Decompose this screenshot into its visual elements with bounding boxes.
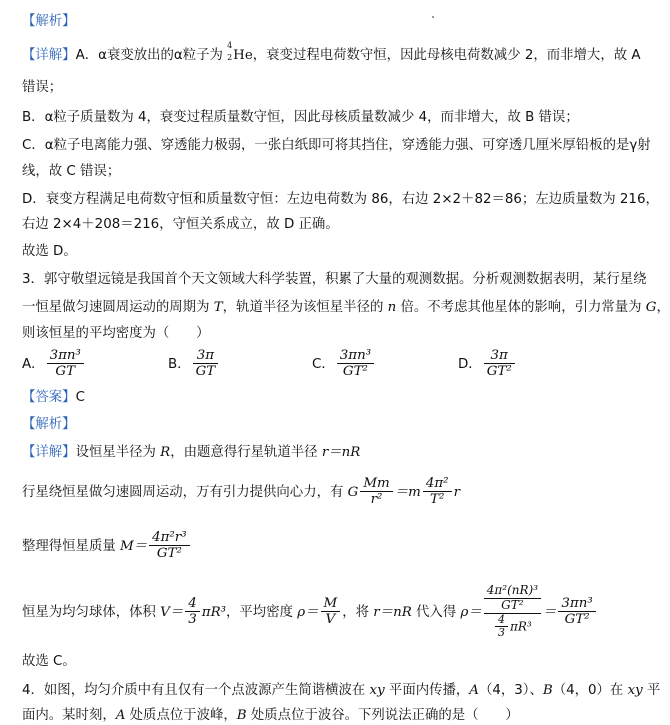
- option-d-text: D．衰变方程满足电荷数守恒和质量数守恒：左边电荷数为 86，右边 2×2＋82＝86；左边质量数为 216，: [22, 192, 659, 207]
- q2-conclusion: 故选 D。: [22, 244, 77, 259]
- option-d-cont: 右边 2×4＋208＝216，守恒关系成立，故 D 正确。: [22, 217, 339, 232]
- option-a-cont: 错误；: [22, 80, 63, 95]
- q3-conclusion: 故选 C。: [22, 654, 76, 669]
- option-b-text: B．α粒子质量数为 4，衰变过程质量数守恒，因此母核质量数减少 4，而非增大，故 B 错误；: [22, 110, 579, 125]
- q4-stem-1: 4．如图，均匀介质中有且仅有一个点波源产生简谐横波在 xy 平面内传播，A（4，3）、B（4，0）在 xy 平: [22, 683, 661, 698]
- q3-stem-3: 则该恒星的平均密度为（ ）: [22, 326, 210, 341]
- analysis-tag-2: 【解析】: [22, 417, 76, 432]
- q3-option-a[interactable]: A． $\frac{\text{3πn³}}{GT}$: [22, 348, 86, 380]
- q3-stem-1: 3．郭守敬望远镜是我国首个天文领域大科学装置，积累了大量的观测数据。分析观测数据表明，某行星绕: [22, 272, 647, 287]
- answer-line: [22, 386, 85, 405]
- option-c-cont: 线，故 C 错误；: [22, 164, 121, 179]
- q3-option-d[interactable]: D． $\frac{3\pi}{\text{GT²}}$: [458, 348, 517, 380]
- q3-option-c[interactable]: C． $\frac{\text{3πn³}}{\text{GT²}}$: [312, 348, 376, 380]
- answer-tag: 【答案】: [22, 390, 76, 405]
- helium-nuclide: 4 2 He: [227, 41, 253, 63]
- q3-option-b[interactable]: B． $\frac{3\pi}{GT}$: [168, 348, 220, 380]
- solution-line-4: 恒星为均匀球体，体积 V＝ $\frac{4}{3}$ πR³，平均密度 ρ＝ $\frac{M}{V}$ ，将 r＝nR 代入得 ρ＝ 4π²(nR)³ GT² $\frac{4}{3}$ πR³ ＝ $\frac{\text{3πn³}}{\text{GT²}}$: [22, 584, 598, 640]
- q3-stem-2: 一恒星做匀速圆周运动的周期为 T，轨道半径为该恒星半径的 n 倍。不考虑其他星体的影响，引力常量为 G，: [22, 300, 670, 315]
- speck: [432, 16, 434, 18]
- detail-tag: 【详解】: [22, 48, 76, 63]
- solution-line-1: 【详解】设恒星半径为 R，由题意得行星轨道半径 r＝nR: [22, 445, 361, 460]
- answer-value: C: [75, 390, 85, 405]
- solution-line-2: 行星绕恒星做匀速圆周运动，万有引力提供向心力，有 G $\frac{Mm}{\text{r²}}$ ＝m $\frac{\text{4π²}}{\text{T²}}$ r: [22, 476, 460, 508]
- analysis-tag: 【解析】: [22, 14, 76, 29]
- q4-stem-2: 面内。某时刻，A 处质点位于波峰，B 处质点位于波谷。下列说法正确的是（ ）: [22, 708, 519, 723]
- density-compound-fraction: 4π²(nR)³ GT² $\frac{4}{3}$ πR³: [484, 584, 541, 640]
- solution-line-3: 整理得恒星质量 M＝ $\frac{\text{4π²r³}}{\text{GT²}}$: [22, 530, 192, 562]
- detail-option-a: 【详解】A．α衰变放出的α粒子为 4 2 He，衰变过程电荷数守恒，因此母核电荷数减少 2，而非增大，故 A: [22, 41, 641, 63]
- option-c-text: C．α粒子电离能力强、穿透能力极弱，一张白纸即可将其挡住，穿透能力强、可穿透几厘米厚铅板的是γ射: [22, 138, 651, 153]
